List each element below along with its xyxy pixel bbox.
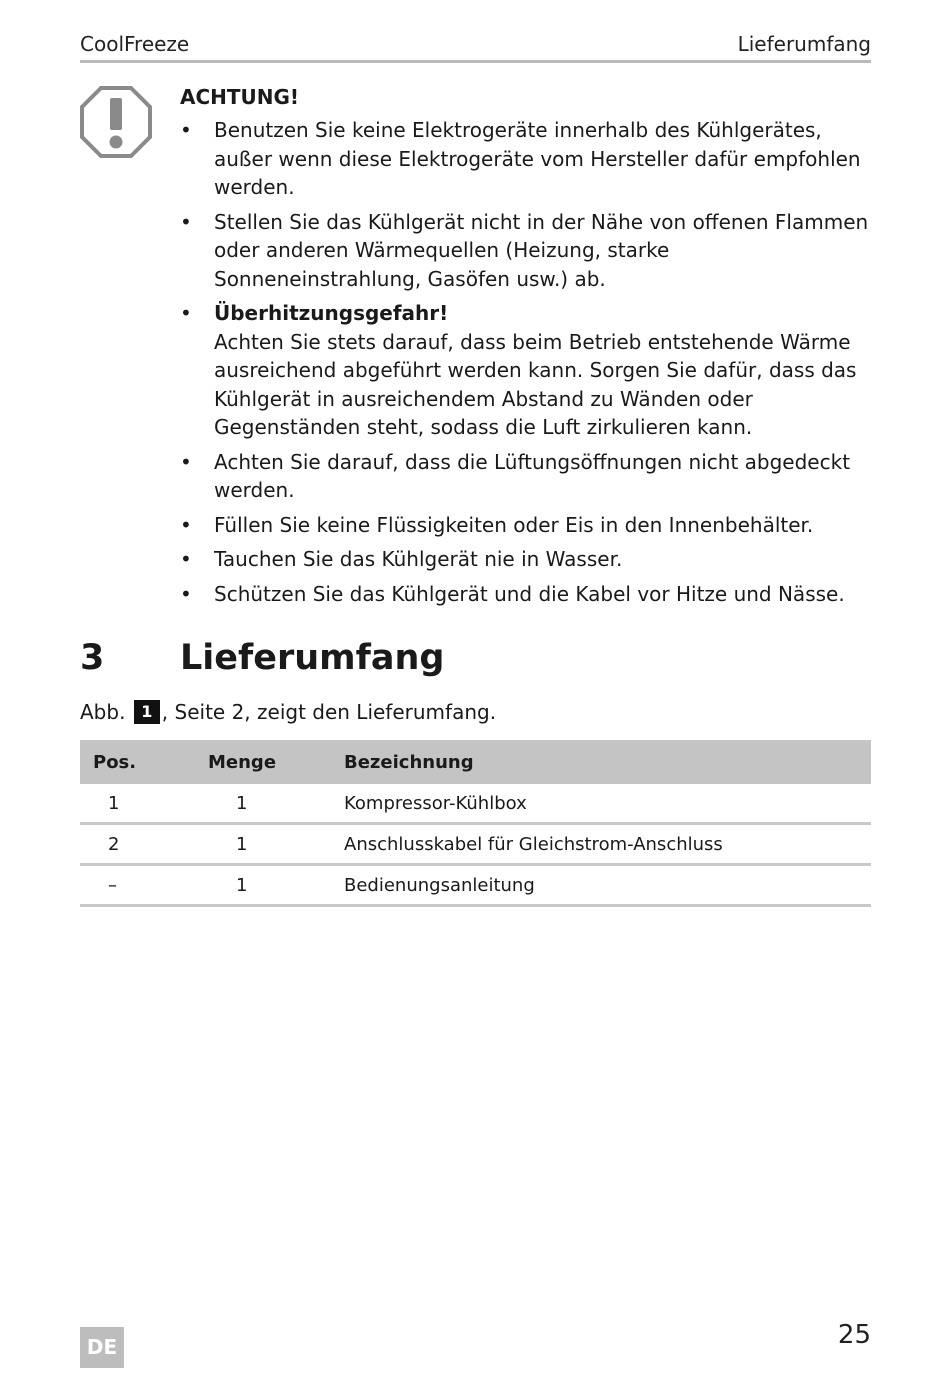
warning-item <box>180 116 872 202</box>
intro-text <box>80 700 496 724</box>
cell-pos: – <box>80 865 208 906</box>
delivery-scope-table <box>80 740 871 907</box>
table-header-row <box>80 740 871 784</box>
page-number: 25 <box>837 1320 871 1350</box>
bullet: • <box>180 512 192 537</box>
overheating-heading: Überhitzungsgefahr! <box>214 301 449 325</box>
warning-list <box>180 116 872 608</box>
cell-bezeichnung: Anschlusskabel für Gleichstrom-Anschluss <box>344 824 871 865</box>
warning-block <box>180 84 872 614</box>
warning-text: Tauchen Sie das Kühlgerät nie in Wasser. <box>214 547 623 571</box>
bullet: • <box>180 547 192 571</box>
cell-menge: 1 <box>208 824 344 865</box>
warning-text: Benutzen Sie keine Elektrogeräte innerhalb des Kühlgerätes, außer wenn diese Elektrogeräte vom Hersteller dafür empfohlen werden. <box>214 118 861 199</box>
table-row <box>80 824 871 865</box>
header-section-name: Lieferumfang <box>737 32 871 56</box>
warning-octagon-icon <box>80 86 152 158</box>
figure-number-badge: 1 <box>134 700 160 724</box>
table-row <box>80 865 871 906</box>
cell-pos: 1 <box>80 784 208 824</box>
warning-item <box>180 545 872 574</box>
warning-text: Schützen Sie das Kühlgerät und die Kabel vor Hitze und Nässe. <box>214 581 845 606</box>
cell-menge: 1 <box>208 865 344 906</box>
warning-item <box>180 448 872 505</box>
warning-text: Stellen Sie das Kühlgerät nicht in der Nähe von offenen Flammen oder anderen Wärmequellen (Heizung, starke Sonneneinstrahlung, Gasöfen usw.) ab. <box>214 209 869 291</box>
section-title: Lieferumfang <box>180 638 445 678</box>
language-badge: DE <box>80 1327 124 1368</box>
warning-item <box>180 580 872 609</box>
bullet: • <box>180 301 192 325</box>
page-header <box>80 30 871 63</box>
warning-item <box>180 208 872 294</box>
header-menge: Menge <box>208 740 344 784</box>
bullet: • <box>180 209 192 234</box>
warning-item <box>180 299 872 442</box>
warning-text: Achten Sie stets darauf, dass beim Betrieb entstehende Wärme ausreichend abgeführt werden kann. Sorgen Sie dafür, dass das Kühlgerät in ausreichendem Abstand zu Wänden oder Gegenständen steht, sodass die Luft zirkulieren kann. <box>214 329 857 439</box>
cell-menge: 1 <box>208 784 344 824</box>
cell-pos: 2 <box>80 824 208 865</box>
bullet: • <box>180 449 192 474</box>
intro-prefix: Abb. <box>80 700 126 724</box>
bullet: • <box>180 118 192 142</box>
header-product-name: CoolFreeze <box>80 32 190 56</box>
cell-bezeichnung: Bedienungsanleitung <box>344 865 871 906</box>
intro-suffix: , Seite 2, zeigt den Lieferumfang. <box>161 700 497 724</box>
bullet: • <box>180 581 192 606</box>
table-row <box>80 784 871 824</box>
warning-text: Füllen Sie keine Flüssigkeiten oder Eis in den Innenbehälter. <box>214 512 814 537</box>
cell-bezeichnung: Kompressor-Kühlbox <box>344 784 871 824</box>
section-number: 3 <box>80 638 105 678</box>
warning-text: Achten Sie darauf, dass die Lüftungsöffnungen nicht abgedeckt werden. <box>214 449 851 502</box>
header-bezeichnung: Bezeichnung <box>344 740 871 784</box>
header-pos: Pos. <box>80 740 208 784</box>
warning-title: ACHTUNG! <box>180 85 300 109</box>
warning-item <box>180 511 872 540</box>
